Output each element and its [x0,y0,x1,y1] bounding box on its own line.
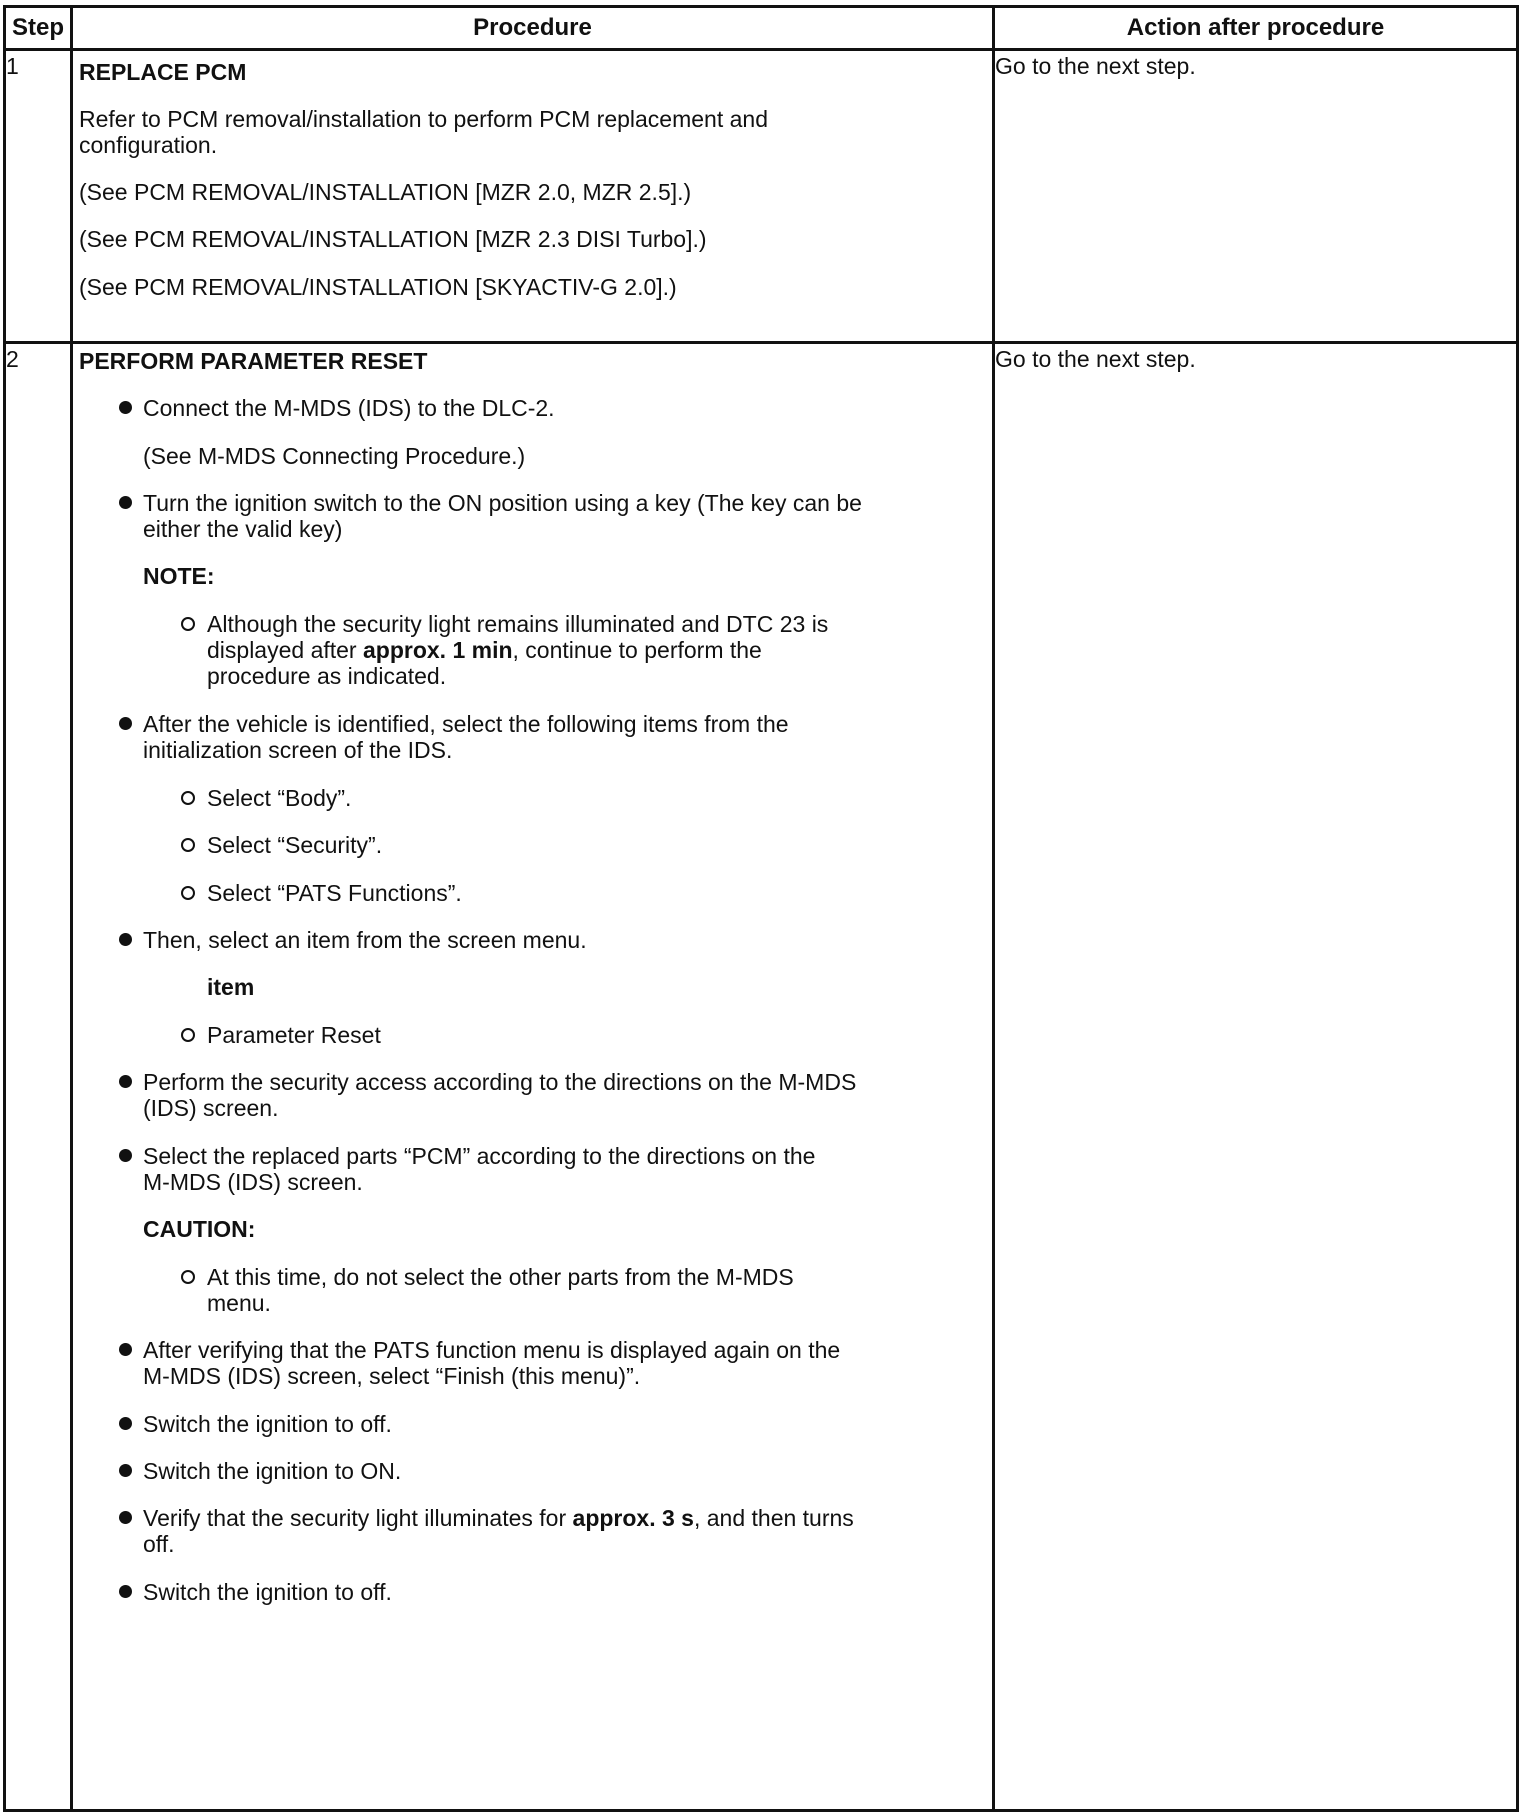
bullet-text: Then, select an item from the screen menu. [143,927,587,953]
bullet-text: Switch the ignition to off. [143,1411,392,1437]
action-cell: Go to the next step. [994,343,1518,1811]
bullet-icon [119,401,132,414]
emphasis-value: approx. 3 s [572,1505,694,1531]
bullet-text: (IDS) screen. [143,1095,279,1121]
bullet-text: After the vehicle is identified, select the following items from the [143,711,789,737]
sub-item: Select “Body”. [207,785,352,811]
sub-bullet-icon [181,1028,195,1042]
intro-line: Refer to PCM removal/installation to perform PCM replacement and [79,106,769,132]
action-cell: Go to the next step. [994,50,1518,343]
sub-bullet-icon [181,886,195,900]
reference-link[interactable]: (See PCM REMOVAL/INSTALLATION [SKYACTIV-G 2.0].) [79,274,677,300]
header-step: Step [5,7,72,50]
bullet-text: off. [143,1531,175,1557]
bullet-icon [119,1511,132,1524]
sub-item: Parameter Reset [207,1022,381,1048]
sub-item: Select “PATS Functions”. [207,880,462,906]
header-action: Action after procedure [994,7,1518,50]
step-title: REPLACE PCM [79,59,247,85]
step-title: PERFORM PARAMETER RESET [79,348,428,374]
reference-link[interactable]: (See M-MDS Connecting Procedure.) [143,443,526,469]
caution-label: CAUTION: [143,1216,256,1242]
bullet-text: M-MDS (IDS) screen, select “Finish (this menu)”. [143,1363,641,1389]
note-label: NOTE: [143,563,215,589]
bullet-text: Switch the ignition to off. [143,1579,392,1605]
procedure-table [3,5,1519,1812]
note-text: procedure as indicated. [207,663,447,689]
bullet-text: Connect the M-MDS (IDS) to the DLC-2. [143,395,555,421]
bullet-text: M-MDS (IDS) screen. [143,1169,363,1195]
caution-text: menu. [207,1290,271,1316]
table-header-row [5,7,1518,50]
caution-text: At this time, do not select the other parts from the M-MDS [207,1264,794,1290]
bullet-text: either the valid key) [143,516,343,542]
step-number: 2 [5,343,72,1811]
bullet-text: Verify that the security light illuminates for approx. 3 s, and then turns [143,1505,854,1531]
bullet-icon [119,933,132,946]
bullet-icon [119,1075,132,1088]
sub-bullet-icon [181,1270,195,1284]
intro-line: configuration. [79,132,218,158]
emphasis-value: approx. 1 min [362,637,513,663]
sub-bullet-icon [181,791,195,805]
item-label: item [207,974,255,1000]
procedure-cell [72,343,994,1811]
bullet-icon [119,1464,132,1477]
bullet-text: Select the replaced parts “PCM” according to the directions on the [143,1143,816,1169]
bullet-icon [119,1417,132,1430]
table-row [5,343,1518,1811]
step-number: 1 [5,50,72,343]
header-procedure: Procedure [72,7,994,50]
reference-link[interactable]: (See PCM REMOVAL/INSTALLATION [MZR 2.0, MZR 2.5].) [79,179,692,205]
bullet-icon [119,496,132,509]
bullet-icon [119,717,132,730]
bullet-icon [119,1343,132,1356]
procedure-cell [72,50,994,343]
note-text: displayed after approx. 1 min, continue to perform the [207,637,762,663]
table-row [5,50,1518,343]
bullet-text: Perform the security access according to the directions on the M-MDS [143,1069,857,1095]
bullet-text: Switch the ignition to ON. [143,1458,402,1484]
reference-link[interactable]: (See PCM REMOVAL/INSTALLATION [MZR 2.3 DISI Turbo].) [79,226,707,252]
sub-bullet-icon [181,617,195,631]
sub-item: Select “Security”. [207,832,383,858]
bullet-text: Turn the ignition switch to the ON position using a key (The key can be [143,490,862,516]
sub-bullet-icon [181,838,195,852]
bullet-icon [119,1585,132,1598]
bullet-icon [119,1149,132,1162]
note-text: Although the security light remains illuminated and DTC 23 is [207,611,829,637]
bullet-text: initialization screen of the IDS. [143,737,453,763]
bullet-text: After verifying that the PATS function menu is displayed again on the [143,1337,841,1363]
